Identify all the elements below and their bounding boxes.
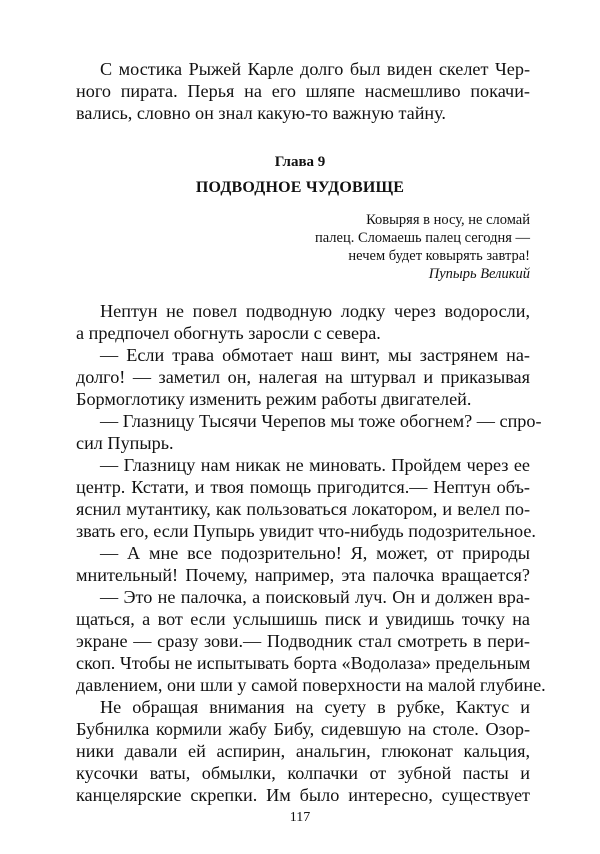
text-line: давлением, они шли у самой поверхности на малой глубине. [76, 675, 546, 695]
text-line: Бормоглотику изменить режим работы двигателей. [76, 389, 472, 409]
text-line: ного пирата. Перья на его шляпе насмешливо покачи- [76, 81, 530, 101]
text-line: — А мне все подозрительно! Я, может, от природы [100, 543, 530, 563]
text-line: — Если трава обмотает наш винт, мы застрянем на- [100, 345, 530, 365]
page-number: 117 [289, 810, 311, 825]
text-line: канцелярские скрепки. Им было интересно, существует [76, 785, 530, 805]
text-line: Бубнилка кормили жабу Бибу, сидевшую на столе. Озор- [76, 719, 530, 739]
text-line: ники давали ей аспирин, анальгин, глюконат кальция, [76, 741, 530, 761]
text-line: Не обращая внимания на суету в рубке, Кактус и [100, 697, 530, 717]
epigraph-line: палец. Сломаешь палец сегодня — [314, 230, 530, 246]
epigraph-line: нечем будет ковырять завтра! [348, 248, 530, 264]
text-line: звать его, если Пупырь увидит что-нибудь подозрительное. [76, 521, 536, 541]
text-line: кусочки ваты, обмылки, колпачки от зубной пасты и [76, 763, 530, 783]
text-line: а предпочел обогнуть заросли с севера. [76, 323, 381, 343]
text-line: вались, словно он знал какую-то важную тайну. [76, 103, 446, 123]
text-line: сил Пупырь. [76, 433, 174, 453]
text-line: центр. Кстати, и твоя помощь пригодится.— Нептун объ- [76, 477, 530, 497]
text-line: долго! — заметил он, налегая на штурвал и приказывая [76, 367, 530, 387]
text-line: — Глазницу Тысячи Черепов мы тоже обогнем? — спро- [100, 411, 542, 431]
text-line: скоп. Чтобы не испытывать борта «Водолаза» предельным [76, 653, 531, 673]
chapter-number: Глава 9 [274, 154, 326, 170]
text-line: — Глазницу нам никак не миновать. Пройдем через ее [100, 455, 530, 475]
chapter-title: ПОДВОДНОЕ ЧУДОВИЩЕ [195, 179, 405, 196]
epigraph-author: Пупырь Великий [428, 266, 530, 282]
text-line: — Это не палочка, а поисковый луч. Он и должен вра- [100, 587, 530, 607]
text-line: яснил мутантику, как пользоваться локатором, и велел по- [76, 499, 530, 519]
text-line: щаться, а вот если услышишь писк и увидишь точку на [76, 609, 530, 629]
text-line: экране — сразу зови.— Подводник стал смотреть в пери- [76, 631, 530, 651]
text-line: Нептун не повел подводную лодку через водоросли, [100, 301, 530, 321]
epigraph-line: Ковыряя в носу, не сломай [366, 212, 530, 228]
text-line: мнительный! Почему, например, эта палочка вращается? [76, 565, 530, 585]
text-line: С мостика Рыжей Карле долго был виден скелет Чер- [100, 59, 530, 79]
